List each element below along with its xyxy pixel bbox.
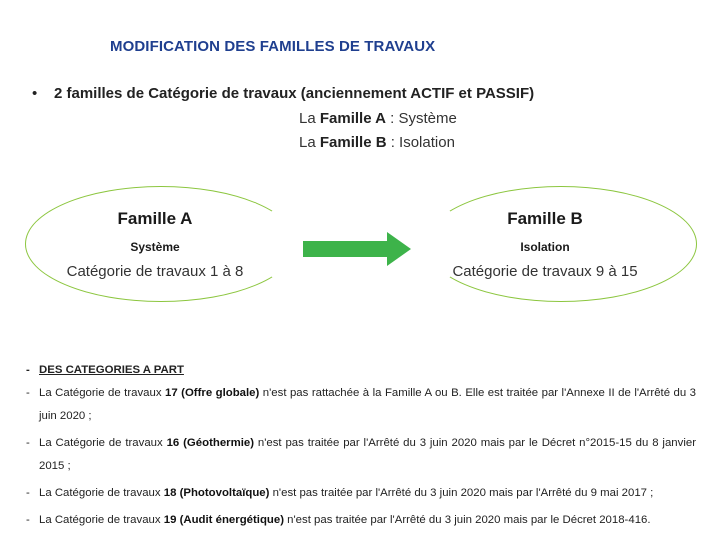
page-title: MODIFICATION DES FAMILLES DE TRAVAUX	[110, 38, 436, 55]
dash: -	[26, 437, 30, 449]
dash: -	[26, 387, 30, 399]
famille-a-prefix: La	[299, 110, 320, 127]
famille-a-subtitle: Système	[130, 240, 180, 254]
famille-b-subtitle: Isolation	[520, 240, 570, 254]
notes-section	[26, 362, 696, 536]
famille-a-label: Famille A	[319, 110, 386, 127]
note-item	[26, 482, 696, 505]
note-item	[26, 382, 696, 428]
famille-a-range: Catégorie de travaux 1 à 8	[66, 263, 244, 280]
famille-a-line	[299, 110, 457, 127]
note-category: 18 (Photovoltaïque)	[163, 487, 270, 499]
famille-b-label: Famille B	[319, 134, 387, 151]
bullet-point	[32, 85, 534, 102]
bullet-symbol: •	[32, 85, 38, 102]
note-category: 16 (Géothermie)	[166, 437, 255, 449]
notes-heading	[26, 362, 696, 378]
right-arrow-icon	[303, 232, 413, 266]
note-text: n'est pas traitée par l'Arrêté du 3 juin 2020 mais par l'Arrêté du 9 mai 2017 ;	[269, 487, 654, 499]
note-text: n'est pas traitée par l'Arrêté du 3 juin 2020 mais par le Décret 2018-416.	[284, 514, 651, 526]
note-text: La Catégorie de travaux	[39, 514, 164, 526]
famille-a-title: Famille A	[117, 209, 193, 228]
dash: -	[26, 364, 30, 376]
note-text: La Catégorie de travaux	[39, 487, 164, 499]
famille-b-suffix: : Isolation	[386, 134, 455, 151]
note-category: 19 (Audit énergétique)	[163, 514, 284, 526]
dash: -	[26, 487, 30, 499]
note-item	[26, 509, 696, 532]
famille-b-prefix: La	[299, 134, 320, 151]
note-text: La Catégorie de travaux	[39, 387, 165, 399]
note-text: La Catégorie de travaux	[39, 437, 167, 449]
note-text: n'est pas traitée par l'Arrêté du 3 juin 2020 mais par le Décret n°2015-15 du 8 janvier 2015 ;	[39, 437, 696, 472]
famille-b-line	[299, 134, 455, 151]
famille-b-range: Catégorie de travaux 9 à 15	[452, 263, 638, 280]
notes-heading-text: DES CATEGORIES A PART	[39, 364, 184, 376]
famille-b-title: Famille B	[507, 209, 583, 228]
famille-a-suffix: : Système	[386, 110, 457, 127]
note-category: 17 (Offre globale)	[165, 387, 260, 399]
dash: -	[26, 514, 30, 526]
bullet-text: 2 familles de Catégorie de travaux (anciennement ACTIF et PASSIF)	[54, 85, 535, 102]
note-text: n'est pas rattachée à la Famille A ou B. Elle est traitée par l'Annexe II de l'Arrêté du 3 juin 2020 ;	[39, 387, 696, 422]
note-item	[26, 432, 696, 478]
